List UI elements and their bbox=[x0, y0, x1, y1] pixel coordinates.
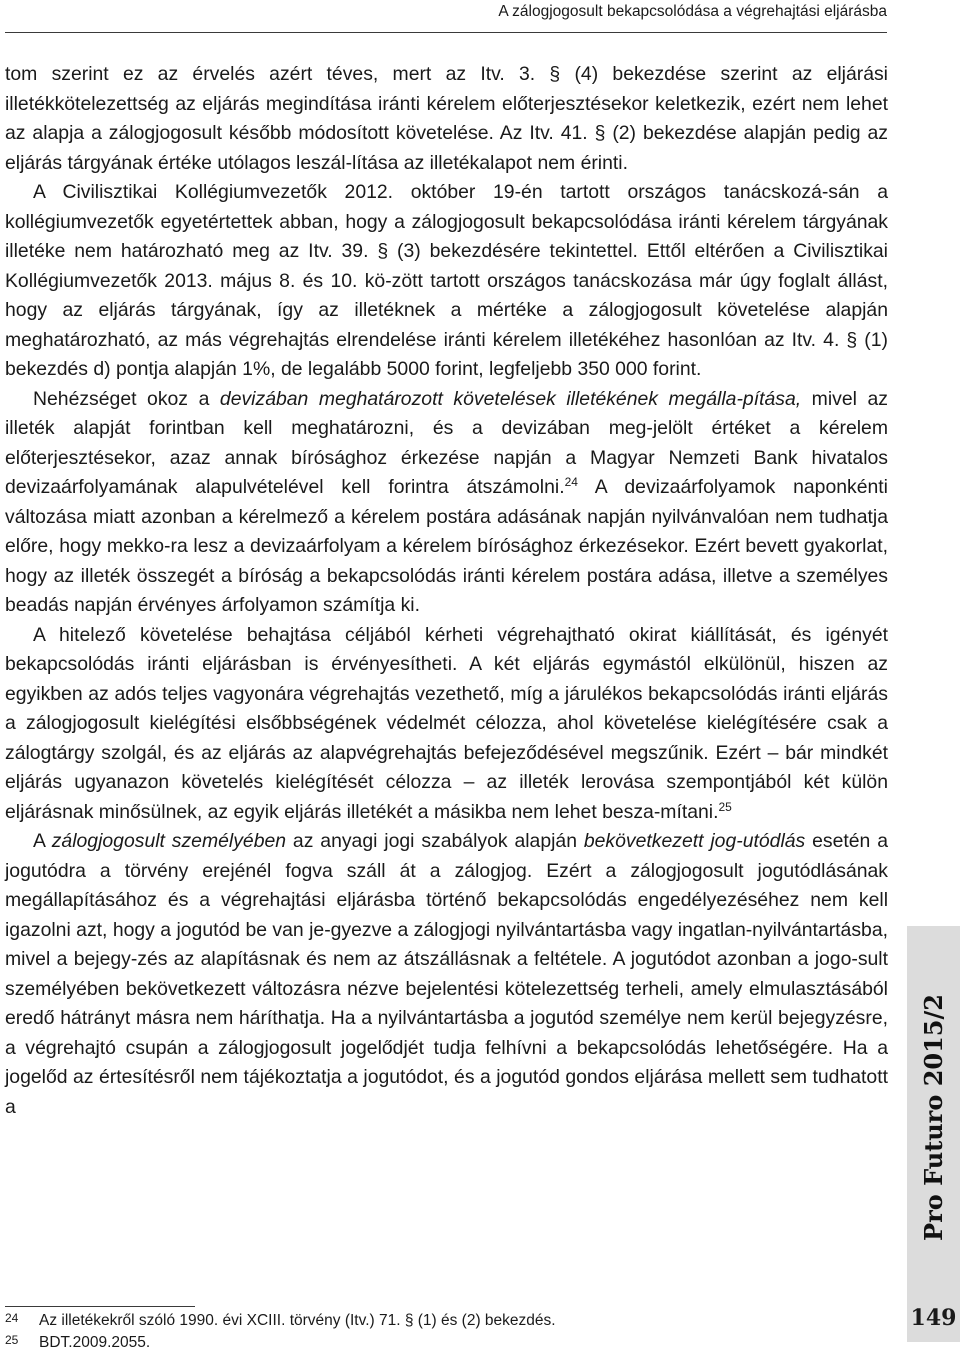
paragraph-5-text-a: A bbox=[33, 830, 52, 852]
footnote-text: Az illetékekről szóló 1990. évi XCIII. törvény (Itv.) 71. § (1) és (2) bekezdés. bbox=[39, 1312, 556, 1329]
paragraph-2: A Civilisztikai Kollégiumvezetők 2012. október 19-én tartott országos tanácskozá-sán a kollégiumvezetők egyetértettek abban, hogy a zálogjogosult bekapcsolódása iránti kérelem tárgyának illetéke nem határozható meg az Itv. 39. § (3) bekezdésére tekintettel. Ettől eltérően a Civilisztikai Kollégiumvezetők 2013. május 8. és 10. kö-zött tartott országos tanácskozása már úgy foglalt állást, hogy az eljárás tárgyának, így az illetéknek a mértéke a zálogjogosult követelése alapján meghatározható, az más végrehajtás elrendelése iránti kérelem illetékéhez hasonlóan az Itv. 4. § (1) bekezdés d) pontja alapján 1%, de legalább 5000 forint, legfeljebb 350 000 forint. bbox=[5, 181, 888, 380]
page-number: 149 bbox=[907, 1294, 960, 1342]
paragraph-4-text: A hitelező követelése behajtása céljából kérheti végrehajtható okirat kiállítását, és igényét bekapcsolódás iránti eljárásban is érvényesítheti. A két eljárás egymástól elkülönül, hiszen az egyikben az adós teljes vagyonára végrehajtás vezethető, míg a járulékos bekapcsolódás iránti eljárás a zálogjogosult kielégítési elsőbbségének védelmét célozza, ahol követelése kielégítésére csak a zálogtárgy szolgál, és az eljárás az alapvégrehajtás befejeződésével megszűnik. Ezért – bár mindkét eljárás ugyanazon követelés kielégítését célozza – az illeték lerovása szempontjából két külön eljárásnak minősülnek, az egyik eljárás illetékét a másikba nem lehet besza-mítani. bbox=[5, 623, 888, 823]
paragraph-3-text-c: A devizaárfolyamok naponkénti változása miatt azonban a kérelmező a kérelem postára adásának napján nyilvánvalóan nem tudhatja előre, hogy mekko-ra lesz a devizaárfolyam a kérelem bírósághoz érkezésekor. Ezért bevett gyakorlat, hogy az illeték összegét a bíróság a bekapcsolódás iránti kérelem postára adása, illetve a személyes beadás napján érvényes árfolyamon számítja ki. bbox=[5, 476, 888, 616]
paragraph-5 bbox=[5, 827, 888, 1122]
footnote-text: BDT.2009.2055. bbox=[39, 1334, 151, 1351]
paragraph-5-emphasis-2: bekövetkezett jog-utódlás bbox=[583, 830, 806, 852]
paragraph-5-emphasis-1: zálogjogosult személyében bbox=[51, 830, 287, 852]
footnote-24 bbox=[5, 1310, 885, 1332]
article-body bbox=[5, 60, 888, 1122]
paragraph-4 bbox=[5, 621, 888, 828]
footnote-number: 25 bbox=[5, 1333, 19, 1347]
paragraph-3-text-a: Nehézséget okoz a bbox=[33, 387, 220, 410]
footnote-ref-24[interactable]: 24 bbox=[564, 475, 578, 489]
footnotes bbox=[5, 1310, 885, 1354]
paragraph-3-emphasis: devizában meghatározott követelések illetékének megálla-pítása, bbox=[219, 387, 802, 410]
footnote-ref-25[interactable]: 25 bbox=[718, 799, 732, 814]
footnote-25 bbox=[5, 1332, 885, 1354]
running-title: A zálogjogosult bekapcsolódása a végrehajtási eljárásba bbox=[498, 3, 887, 20]
footnote-rule bbox=[5, 1306, 195, 1307]
paragraph-3-text-b: mivel az illeték alapját forintban kell meghatározni, és a devizában meg-jelölt értéket a kérelem előterjesztésekor, azaz annak bírósághoz érkezése napján a Magyar Nemzeti Bank hivatalos devizaárfolyamának alapulvételével kell forintra átszámolni. bbox=[5, 387, 888, 498]
journal-title: Pro Futuro 2015/2 bbox=[919, 993, 948, 1241]
paragraph-1: tom szerint ez az érvelés azért téves, mert az Itv. 3. § (4) bekezdése szerint az eljárási illetékkötelezettség az eljárás megindítása iránti kérelem előterjesztésekor keletkezik, ezért nem lehet az alapja a zálogjogosult később módosított követelése. Az Itv. 41. § (2) bekezdése alapján pedig az eljárás tárgyának értéke utólagos leszál-lítása az illetékalapot nem érinti. bbox=[5, 63, 888, 174]
paragraph-3 bbox=[5, 385, 888, 621]
footnote-number: 24 bbox=[5, 1311, 19, 1325]
paragraph-5-text-b: az anyagi jogi szabályok alapján bbox=[286, 830, 584, 852]
header-rule bbox=[5, 32, 887, 33]
paragraph-5-text-c: esetén a jogutódra a törvény erejénél fogva száll át a zálogjog. Ezért a zálogjogosult jogutódlásának megállapításához és a végrehajtási eljárásba történő bekapcsolódás engedélyezéséhez nem kell igazolni azt, hogy a jogutód be van je-gyezve a zálogjogi nyilvántartásba vagy ingatlan-nyilvántartásba, mivel a bejegy-zés az alapításnak és nem az átszállásnak a feltétele. A jogutódot azonban a jogo-sult személyében bekövetkezett változásra nézve bejelentési kötelezettség terheli, amely elmulasztásából eredő hátrányt másra nem háríthatja. Ha a nyilvántartásba a jogutód személye nem kerül bejegyzésre, a végrehajtó csupán a zálogjogosult jogelődjét tudja felhívni a bekapcsolódás lehetőségére. Ha a jogelőd az értesítésről nem tájékoztatja a jogutódot, és a jogutód gondos eljárása mellett sem tudhatott a bbox=[5, 830, 888, 1118]
journal-title-vertical bbox=[907, 926, 960, 1308]
